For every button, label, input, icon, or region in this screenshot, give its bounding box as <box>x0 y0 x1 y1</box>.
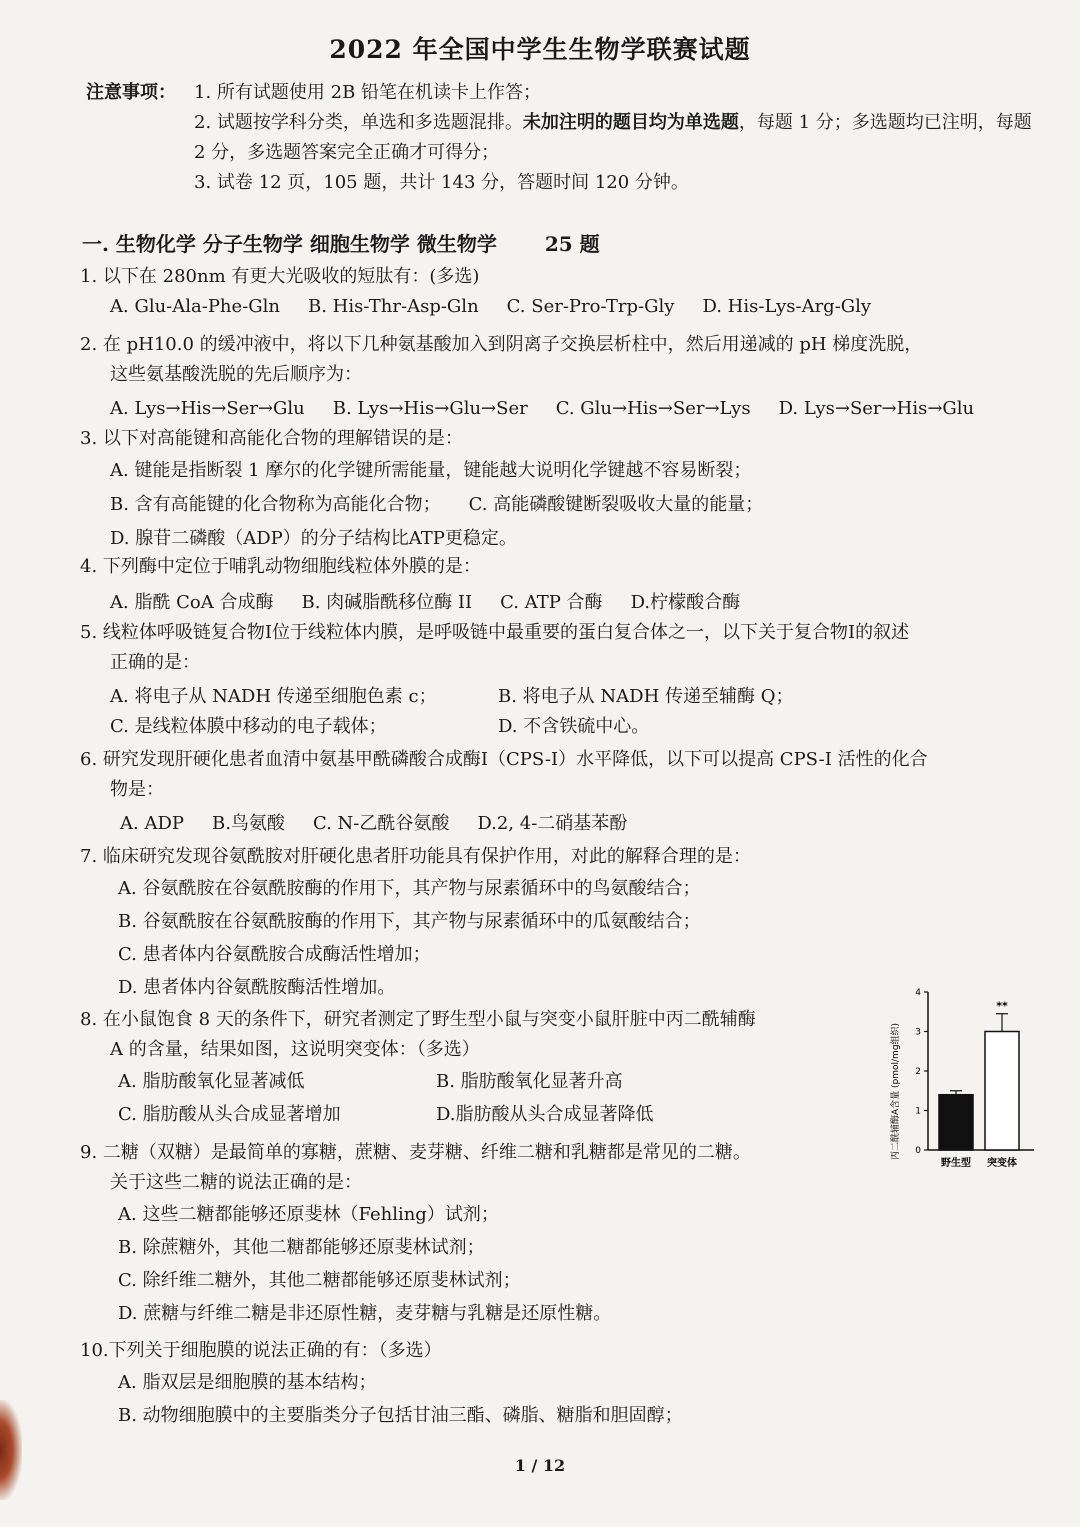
bar-2 <box>985 1032 1019 1151</box>
option-c: C. 患者体内谷氨酰胺合成酶活性增加； <box>118 944 431 965</box>
question-stem: 2. 在 pH10.0 的缓冲液中，将以下几种氨基酸加入到阴离子交换层析柱中，然后用递减的 pH 梯度洗脱， <box>80 334 923 355</box>
question-8 <box>80 1005 756 1131</box>
option-a: A. 将电子从 NADH 传递至细胞色素 c； <box>110 686 437 707</box>
option-d: D. 不含铁硫中心。 <box>498 716 650 737</box>
question-stem-cont: 关于这些二糖的说法正确的是： <box>110 1172 362 1193</box>
question-4 <box>80 552 768 618</box>
significance-marker: ** <box>996 999 1008 1013</box>
question-9 <box>80 1138 751 1330</box>
question-stem: 7. 临床研究发现谷氨酰胺对肝硬化患者肝功能具有保护作用，对此的解释合理的是： <box>80 846 751 867</box>
option-b: B. Lys→His→Glu→Ser <box>332 398 528 419</box>
options-row <box>80 588 768 618</box>
options-row <box>80 394 1040 424</box>
malonyl-coa-bar-chart <box>884 980 1044 1180</box>
question-stem-cont: A 的含量，结果如图，这说明突变体：（多选） <box>110 1039 480 1060</box>
option-a: A. Lys→His→Ser→Glu <box>110 398 305 419</box>
question-6 <box>80 745 1040 839</box>
option-a: A. 谷氨酰胺在谷氨酰胺酶的作用下，其产物与尿素循环中的鸟氨酸结合； <box>118 878 701 899</box>
question-stem: 9. 二糖（双糖）是最简单的寡糖，蔗糖、麦芽糖、纤维二糖和乳糖都是常见的二糖。 <box>80 1142 751 1163</box>
question-stem: 6. 研究发现肝硬化患者血清中氨基甲酰磷酸合成酶I（CPS-I）水平降低，以下可以提高 CPS-I 活性的化合 <box>80 749 928 770</box>
y-tick-label: 0 <box>915 1146 921 1156</box>
option-a: A. Glu-Ala-Phe-Gln <box>110 296 280 317</box>
x-tick-label: 野生型 <box>941 1158 971 1169</box>
option-b: B. 脂肪酸氧化显著升高 <box>436 1071 623 1092</box>
page-title: 2022 年全国中学生生物学联赛试题 <box>329 35 751 64</box>
question-stem: 4. 下列酶中定位于哺乳动物细胞线粒体外膜的是： <box>80 556 481 577</box>
option-b: B. 动物细胞膜中的主要脂类分子包括甘油三酯、磷脂、糖脂和胆固醇； <box>118 1405 683 1426</box>
question-stem: 3. 以下对高能键和高能化合物的理解错误的是： <box>80 428 463 449</box>
option-a: A. 脂酰 CoA 合成酶 <box>110 592 274 613</box>
question-stem: 8. 在小鼠饱食 8 天的条件下，研究者测定了野生型小鼠与突变小鼠肝脏中丙二酰辅酶 <box>80 1009 756 1030</box>
option-c: C. Ser-Pro-Trp-Gly <box>506 296 675 317</box>
section-heading: 一. 生物化学 分子生物学 细胞生物学 微生物学 25 题 <box>82 232 600 256</box>
notes-block <box>86 78 1036 198</box>
section-count: 25 题 <box>544 232 600 256</box>
options-row <box>80 292 899 322</box>
option-c: C. N-乙酰谷氨酸 <box>312 813 450 834</box>
option-b: B. 肉碱脂酰移位酶 II <box>301 592 473 613</box>
question-5 <box>80 618 1040 742</box>
option-a: A. ADP <box>120 813 184 834</box>
notes-heading: 注意事项： <box>86 82 176 103</box>
page-number: 1 / 12 <box>514 1456 566 1475</box>
option-d: D.2, 4-二硝基苯酚 <box>477 813 628 834</box>
option-d: D. His-Lys-Arg-Gly <box>702 296 872 317</box>
question-7 <box>80 842 751 1004</box>
note-3: 3. 试卷 12 页，105 题，共计 143 分，答题时间 120 分钟。 <box>194 172 689 193</box>
question-stem: 5. 线粒体呼吸链复合物I位于线粒体内膜，是呼吸链中最重要的蛋白复合体之一，以下关于复合物I的叙述 <box>80 622 910 643</box>
option-d: D. 患者体内谷氨酰胺酶活性增加。 <box>118 977 396 998</box>
y-tick-label: 1 <box>915 1106 921 1117</box>
option-a: A. 这些二糖都能够还原斐林（Fehling）试剂； <box>118 1204 499 1225</box>
question-stem-cont: 物是： <box>110 779 164 800</box>
question-2 <box>80 330 1040 424</box>
option-d: D. 蔗糖与纤维二糖是非还原性糖，麦芽糖与乳糖是还原性糖。 <box>118 1303 612 1324</box>
question-1 <box>80 262 899 322</box>
option-d: D.柠檬酸合酶 <box>630 592 741 613</box>
question-10 <box>80 1336 683 1432</box>
y-tick-label: 2 <box>915 1067 921 1077</box>
note-2: 2. 试题按学科分类，单选和多选题混排。未加注明的题目均为单选题，每题 1 分；多选题均已注明，每题 2 分，多选题答案完全正确才可得分； <box>194 112 1032 163</box>
option-b: B. His-Thr-Asp-Gln <box>308 296 479 317</box>
question-stem: 10.下列关于细胞膜的说法正确的有：（多选） <box>80 1340 442 1361</box>
x-tick-label: 突变体 <box>987 1158 1017 1169</box>
y-tick-label: 4 <box>915 988 921 998</box>
option-d: D. Lys→Ser→His→Glu <box>778 398 975 419</box>
option-a: A. 脂肪酸氧化显著减低 <box>118 1071 305 1092</box>
option-a: A. 键能是指断裂 1 摩尔的化学键所需能量，键能越大说明化学键越不容易断裂； <box>110 460 752 481</box>
question-stem-cont: 正确的是： <box>110 652 200 673</box>
option-b: B. 除蔗糖外，其他二糖都能够还原斐林试剂； <box>118 1237 485 1258</box>
option-d: D. 腺苷二磷酸（ADP）的分子结构比ATP更稳定。 <box>110 528 517 549</box>
option-c: C. ATP 合酶 <box>500 592 603 613</box>
option-b: B. 含有高能键的化合物称为高能化合物； <box>110 494 441 515</box>
bar-1 <box>939 1095 973 1150</box>
page-edge-shadow <box>0 1400 22 1500</box>
option-b: B. 将电子从 NADH 传递至辅酶 Q； <box>498 686 794 707</box>
y-axis-label: 丙二酰辅酶A含量 (pmol/mg组织) <box>891 1022 901 1160</box>
options-row <box>80 809 1040 839</box>
option-a: A. 脂双层是细胞膜的基本结构； <box>118 1372 377 1393</box>
question-stem: 1. 以下在 280nm 有更大光吸收的短肽有：(多选) <box>80 266 480 287</box>
option-c: C. Glu→His→Ser→Lys <box>555 398 751 419</box>
note-1: 1. 所有试题使用 2B 铅笔在机读卡上作答； <box>194 82 542 103</box>
option-c: C. 脂肪酸从头合成显著增加 <box>118 1104 341 1125</box>
option-b: B.鸟氨酸 <box>211 813 285 834</box>
option-b: B. 谷氨酰胺在谷氨酰胺酶的作用下，其产物与尿素循环中的瓜氨酸结合； <box>118 911 701 932</box>
option-c: C. 高能磷酸键断裂吸收大量的能量； <box>468 494 764 515</box>
question-3 <box>80 424 791 556</box>
option-d: D.脂肪酸从头合成显著降低 <box>436 1104 654 1125</box>
option-c: C. 是线粒体膜中移动的电子载体； <box>110 716 387 737</box>
y-tick-label: 3 <box>915 1027 921 1038</box>
question-stem-cont: 这些氨基酸洗脱的先后顺序为： <box>110 364 362 385</box>
option-c: C. 除纤维二糖外，其他二糖都能够还原斐林试剂； <box>118 1270 521 1291</box>
